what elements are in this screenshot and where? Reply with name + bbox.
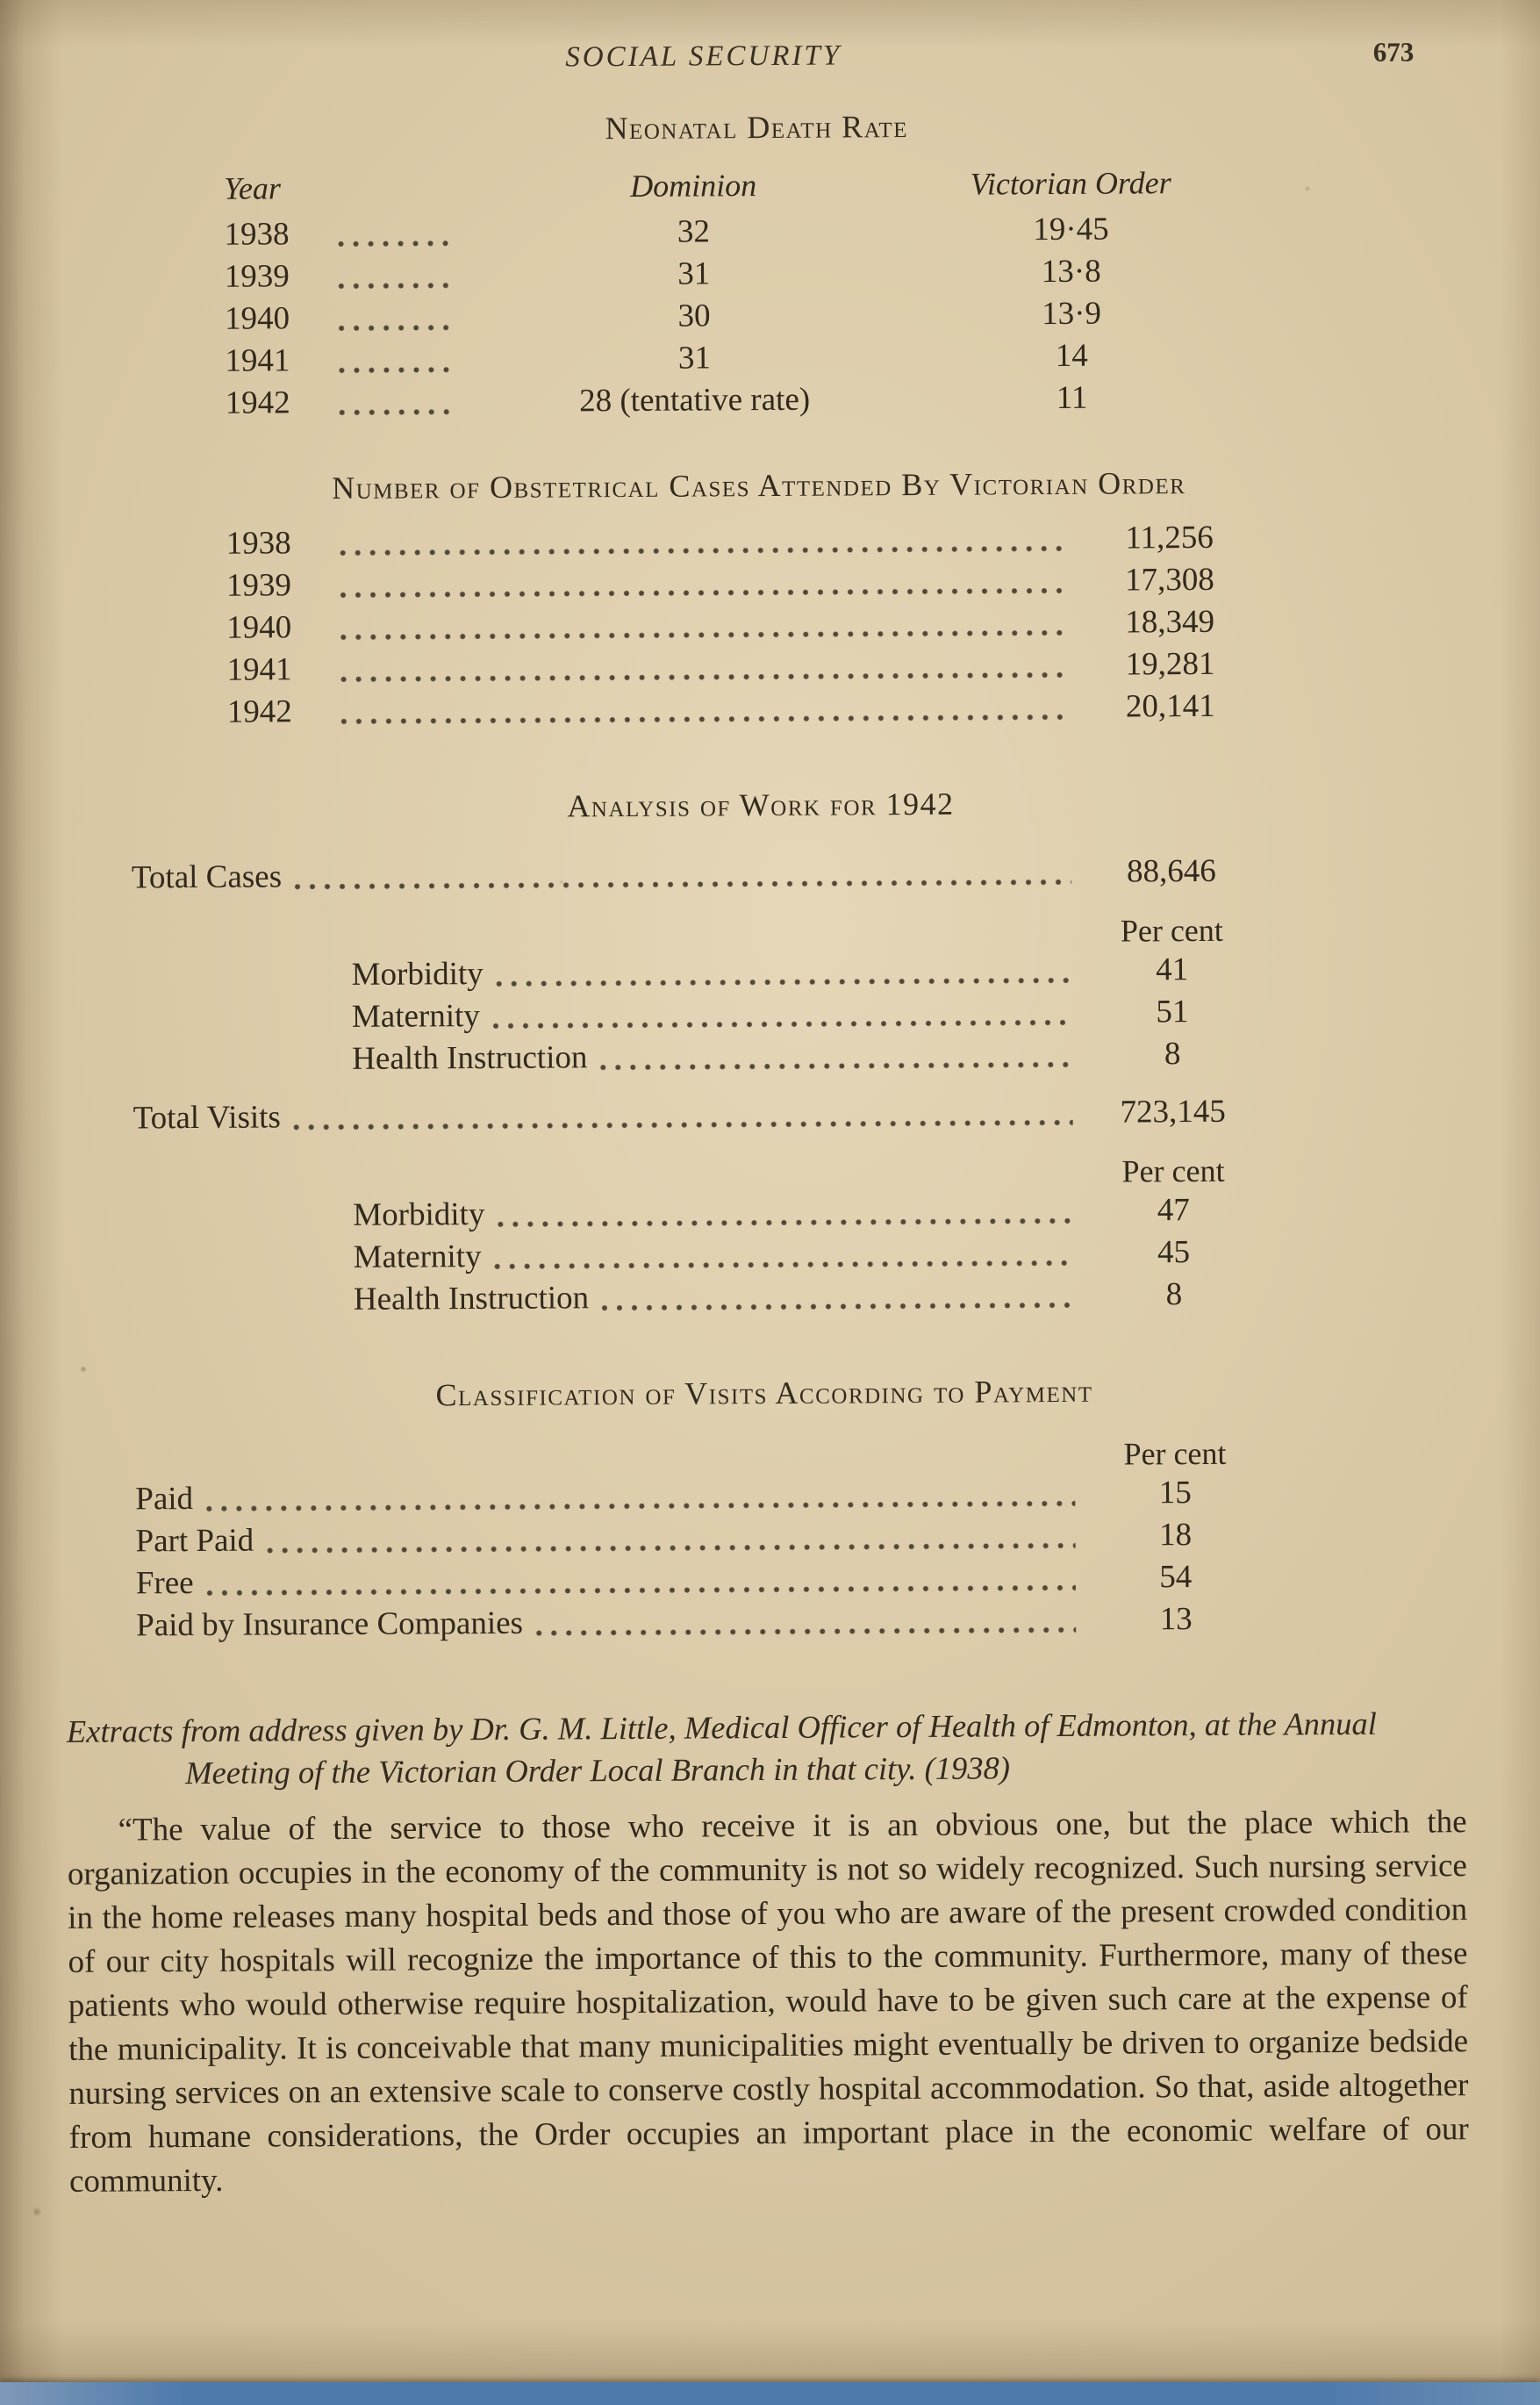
dot-leader: [601, 1301, 1074, 1312]
year-cell: 1941: [226, 651, 292, 688]
victorian-cell: 14: [1055, 337, 1088, 375]
table-row: [133, 1033, 1260, 1082]
dot-leader: [599, 1060, 1072, 1072]
year-cell: 1942: [226, 693, 292, 730]
value-cell: 47: [1157, 1192, 1190, 1229]
row-label: Paid by Insurance Companies: [136, 1605, 524, 1644]
neonatal-column-headers: [224, 162, 1220, 209]
value-cell: 8: [1164, 1036, 1181, 1073]
victorian-cell: 19·45: [1033, 211, 1109, 248]
scan-bottom-edge: [0, 2382, 1540, 2405]
neonatal-table: [224, 162, 1221, 425]
percent-label: Per cent: [1123, 1435, 1227, 1472]
table-row: [225, 250, 1221, 298]
dot-leader: [340, 628, 1070, 642]
row-label: Total Cases: [131, 858, 283, 896]
dot-leader: [338, 239, 454, 248]
spacer: [325, 167, 465, 208]
value-cell: 54: [1159, 1559, 1193, 1596]
row-label: Maternity: [353, 1238, 482, 1275]
percent-label: Per cent: [1121, 1152, 1225, 1189]
dot-leader: [494, 1259, 1074, 1271]
page-number: 673: [1372, 36, 1415, 68]
body-paragraph: “The value of the service to those who receive it is an obvious one, but the place which the organization occupies in the economy of the community is not so widely recognized. Such nursing service in the home releases many hospital beds and those of you who are aware of the present crowded condition of our city hospitals will recognize the importance of this to the community. Furthermore, many of these patients who would otherwise require hospitalization, would have to be given such care at the expense of the municipality. It is conceivable that many municipalities might eventually be driven to organize bedside nursing services on an extensive scale to conserve costly hospital accommodation. So that, aside altogether from humane considerations, the Order occupies an important place in the economic welfare of our community.: [67, 1804, 1469, 2200]
value-cell: 88,646: [1126, 852, 1216, 890]
table-row: [226, 601, 1257, 650]
dot-leader: [496, 976, 1072, 988]
table-row: [226, 517, 1257, 565]
value-cell: 8: [1165, 1276, 1183, 1313]
row-label: Morbidity: [351, 955, 483, 993]
table-row: [136, 1556, 1264, 1605]
column-header-dominion: Dominion: [630, 168, 757, 204]
victorian-cell: 13·9: [1042, 295, 1102, 333]
dot-leader: [339, 407, 455, 417]
table-row: [227, 686, 1258, 734]
dot-leader: [206, 1583, 1076, 1597]
table-row: [136, 1598, 1264, 1648]
column-header-victorian-order: Victorian Order: [970, 165, 1171, 202]
row-label: Morbidity: [353, 1195, 485, 1233]
table-row: [132, 851, 1259, 900]
table-row: [225, 292, 1221, 341]
year-cell: 1939: [226, 567, 292, 604]
dot-leader: [338, 365, 454, 375]
victorian-cell: 13·8: [1041, 253, 1101, 291]
year-cell: 1940: [226, 609, 292, 646]
dot-leader: [205, 1499, 1075, 1513]
extract-attribution: Extracts from address given by Dr. G. M. Little, Medical Officer of Health of Edmonton, at the Annual Meeting of the Victorian Order Local Branch in that city. (1938): [66, 1705, 1377, 1791]
row-label: Maternity: [351, 998, 480, 1035]
value-cell: 45: [1157, 1234, 1191, 1271]
dot-leader: [294, 878, 1071, 891]
value-cell: 11,256: [1125, 519, 1214, 556]
running-head: [56, 36, 1456, 83]
section-title-classification: Classification of Visits According to Payment: [435, 1373, 1093, 1413]
dot-leader: [338, 281, 454, 291]
year-cell: 1942: [225, 384, 290, 421]
table-row: [224, 208, 1220, 256]
table-row: [133, 1189, 1261, 1238]
dot-leader: [340, 713, 1071, 726]
value-cell: 20,141: [1125, 687, 1215, 725]
year-cell: 1938: [226, 525, 291, 562]
value-cell: 51: [1156, 994, 1189, 1030]
row-label: Part Paid: [135, 1522, 254, 1560]
classification-table: [135, 1472, 1264, 1648]
table-row: [226, 559, 1257, 607]
year-cell: 1938: [224, 216, 290, 253]
percent-label: Per cent: [1120, 912, 1223, 949]
dot-leader: [535, 1626, 1076, 1638]
dot-leader: [497, 1217, 1073, 1229]
analysis-total-cases: [132, 851, 1259, 900]
dominion-cell: 31: [677, 340, 711, 377]
table-row: [133, 1091, 1261, 1140]
dot-leader: [293, 1118, 1073, 1131]
dominion-cell: 31: [677, 255, 711, 292]
row-label: Free: [135, 1565, 194, 1602]
section-title-neonatal: Neonatal Death Rate: [605, 109, 909, 147]
section-title-analysis: Analysis of Work for 1942: [567, 786, 955, 824]
row-label: Total Visits: [133, 1099, 281, 1137]
analysis-cases-breakdown: [133, 949, 1261, 1082]
row-label: Health Instruction: [353, 1280, 590, 1317]
year-cell: 1941: [225, 342, 290, 379]
dot-leader: [492, 1018, 1072, 1030]
dominion-cell: 30: [677, 298, 711, 334]
row-label: Paid: [135, 1481, 194, 1518]
value-cell: 15: [1158, 1475, 1192, 1511]
victorian-cell: 11: [1056, 379, 1088, 416]
dominion-cell: 32: [677, 213, 711, 250]
table-row: [134, 1274, 1262, 1323]
running-header-title: SOCIAL SECURITY: [565, 39, 842, 74]
year-cell: 1940: [224, 300, 290, 337]
section-title-obstetrical: Number of Obstetrical Cases Attended By Victorian Order: [332, 465, 1186, 506]
column-header-year: Year: [224, 170, 282, 206]
dot-leader: [340, 586, 1070, 599]
obstetrical-table: [226, 517, 1258, 734]
value-cell: 13: [1159, 1601, 1193, 1638]
row-label: Health Instruction: [352, 1039, 588, 1077]
table-row: [135, 1514, 1263, 1563]
value-cell: 18: [1158, 1517, 1193, 1554]
dot-leader: [340, 544, 1070, 557]
value-cell: 19,281: [1125, 645, 1215, 683]
table-row: [226, 643, 1257, 692]
table-row: [226, 377, 1221, 425]
value-cell: 17,308: [1124, 561, 1214, 599]
dot-leader: [340, 671, 1071, 684]
table-row: [225, 334, 1221, 383]
table-row: [133, 949, 1260, 998]
dot-leader: [266, 1541, 1075, 1555]
analysis-total-visits: [133, 1091, 1261, 1140]
table-row: [133, 991, 1260, 1040]
table-row: [133, 1231, 1261, 1281]
value-cell: 723,145: [1120, 1093, 1226, 1131]
value-cell: 18,349: [1125, 603, 1215, 641]
dominion-cell: 28 (tentative rate): [579, 381, 811, 420]
value-cell: 41: [1156, 951, 1189, 988]
dot-leader: [338, 323, 454, 333]
year-cell: 1939: [224, 258, 290, 295]
table-row: [135, 1472, 1263, 1521]
analysis-visits-breakdown: [133, 1189, 1262, 1323]
